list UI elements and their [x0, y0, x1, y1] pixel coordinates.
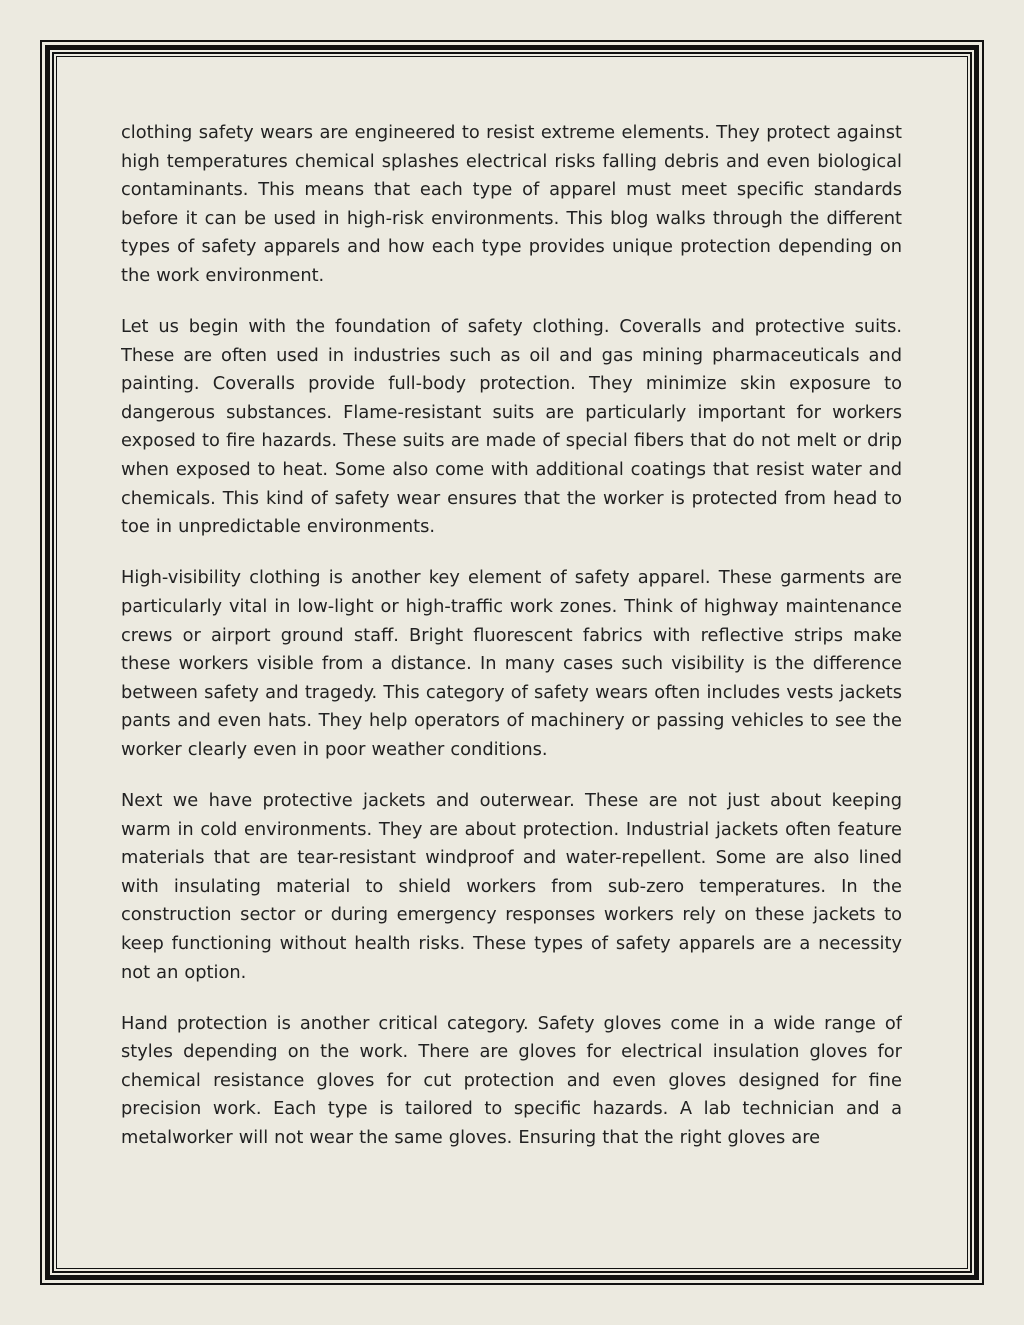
paragraph-hand-protection: Hand protection is another critical category. Safety gloves come in a wide range of styles depending on the work. There are gloves for electrical insulation gloves for chemical resistance gloves for cut protection and even gloves designed for fine precision work. Each type is tailored to specific hazards. A lab technician and a metalworker will not wear the same gloves. Ensuring that the right gloves are: [121, 1012, 902, 1148]
paragraph-high-visibility: High-visibility clothing is another key element of safety apparel. These garments are particularly vital in low-light or high-traffic work zones. Think of highway maintenance crews or airport ground staff. Bright fluorescent fabrics with reflective strips make these workers visible from a distance. In many cases such visibility is the difference between safety and tragedy. This category of safety wears often includes vests jackets pants and even hats. They help operators of machinery or passing vehicles to see the worker clearly even in poor weather conditions.: [121, 567, 902, 760]
paragraph-jackets: Next we have protective jackets and outerwear. These are not just about keeping warm in cold environments. They are about protection. Industrial jackets often feature materials that are tear-resistant windproof and water-repellent. Some are also lined with insulating material to shield workers from sub-zero temperatures. In the construction sector or during emergency responses workers rely on these jackets to keep functioning without health risks. These types of safety apparels are a necessity not an option.: [121, 789, 902, 983]
paragraph-intro: clothing safety wears are engineered to resist extreme elements. They protect against high temperatures chemical splashes electrical risks falling debris and even biological contaminants. This means that each type of apparel must meet specific standards before it can be used in high-risk environments. This blog walks through the different types of safety apparels and how each type provides unique protection depending on the work environment.: [121, 122, 902, 286]
document-body: [121, 119, 902, 1199]
paragraph-coveralls: Let us begin with the foundation of safety clothing. Coveralls and protective suits. These are often used in industries such as oil and gas mining pharmaceuticals and painting. Coveralls provide full-body protection. They minimize skin exposure to dangerous substances. Flame-resistant suits are particularly important for workers exposed to fire hazards. These suits are made of special fibers that do not melt or drip when exposed to heat. Some also come with additional coatings that resist water and chemicals. This kind of safety wear ensures that the worker is protected from head to toe in unpredictable environments.: [121, 316, 902, 538]
